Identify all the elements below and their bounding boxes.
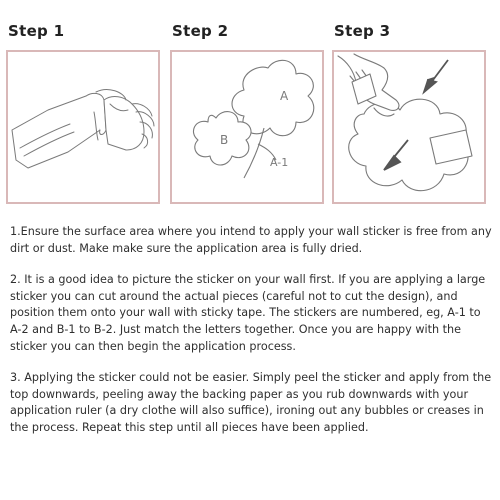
- step-1-title: Step 1: [8, 22, 65, 40]
- peel-and-apply-icon: [334, 52, 484, 202]
- numbered-flower-pieces-icon: [172, 52, 322, 202]
- step-2-panel: [170, 50, 324, 204]
- step-1: [6, 22, 158, 204]
- step-2-title: Step 2: [172, 22, 229, 40]
- piece-label-b: B: [220, 133, 229, 147]
- piece-label-a: A: [280, 89, 289, 103]
- step-1-panel: [6, 50, 160, 204]
- instruction-3: 3. Applying the sticker could not be easier. Simply peel the sticker and apply from the top downwards, peeling away the backing paper as you rub downwards with your application ruler (a dry clothe will also suffice), ironing out any bubbles or creases in the process. Repeat this step until all pieces have been applied.: [10, 371, 492, 434]
- hand-applying-sticker-icon: [8, 52, 158, 202]
- step-2: [170, 22, 322, 204]
- instruction-2: 2. It is a good idea to picture the sticker on your wall first. If you are applying a large sticker you can cut around the actual pieces (careful not to cut the design), and position them onto your wall with sticky tape. The stickers are numbered, eg, A-1 to A-2 and B-1 to B-2. Just match the letters together. Once you are happy with the sticker you can then begin the application process.: [10, 273, 486, 353]
- step-3: [332, 22, 484, 204]
- instructions: [10, 224, 494, 452]
- step-3-panel: [332, 50, 486, 204]
- step-3-title: Step 3: [334, 22, 391, 40]
- piece-label-a1: A-1: [270, 156, 289, 169]
- instruction-1: 1.Ensure the surface area where you intend to apply your wall sticker is free from any dirt or dust. Make make sure the application area is fully dried.: [10, 225, 492, 255]
